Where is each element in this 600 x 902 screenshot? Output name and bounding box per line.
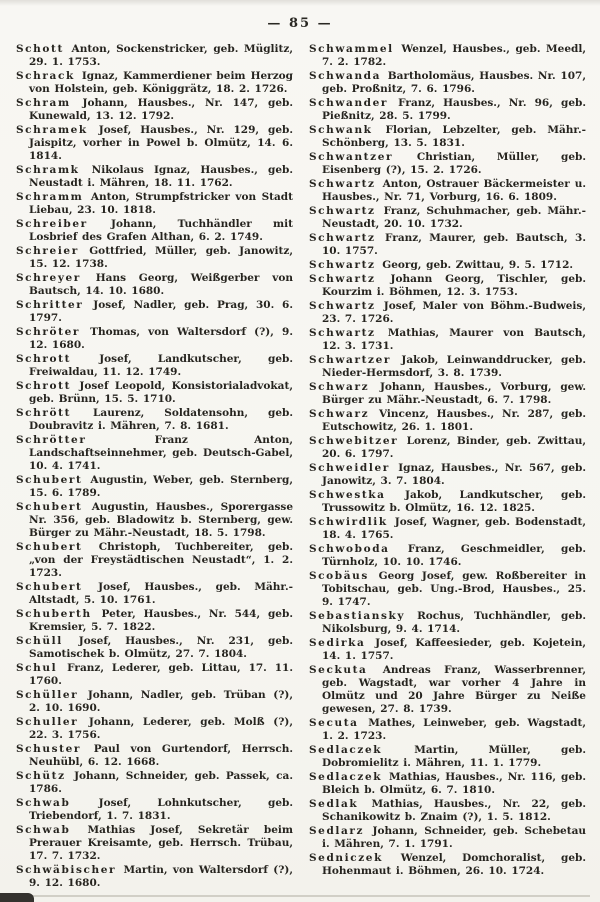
entry-surname: Schritter	[16, 299, 84, 311]
directory-entry	[309, 489, 586, 515]
directory-entry	[309, 852, 586, 878]
directory-entry	[309, 259, 586, 272]
entry-details: Josef, Nadler, geb. Prag, 30. 6. 1797.	[29, 299, 293, 324]
entry-surname: Schwartz	[309, 300, 376, 312]
entry-details: Anton, Ostrauer Bäckermeister u. Hausbes., Nr. 71, Vorburg, 16. 6. 1809.	[322, 178, 586, 203]
entry-surname: Schuller	[16, 716, 79, 728]
directory-entry	[309, 516, 586, 542]
directory-entry	[309, 354, 586, 380]
directory-entry	[309, 300, 586, 326]
entry-surname: Schreiber	[16, 218, 88, 230]
columns-container	[0, 31, 600, 891]
entry-details: Jakob, Leinwanddrucker, geb. Nieder-Hermsdorf, 3. 8. 1739.	[322, 354, 586, 379]
directory-entry	[309, 232, 586, 258]
entry-surname: Schröter	[16, 326, 81, 338]
directory-entry	[309, 381, 586, 407]
directory-entry	[309, 43, 586, 69]
entry-details: Augustin, Hausbes., Sporergasse Nr. 356, geb. Bladowitz b. Sternberg, gew. Bürger zu Mähr.-Neustadt, 18. 5. 1798.	[29, 501, 293, 539]
entry-surname: Sedlaczek	[309, 771, 383, 783]
directory-entry	[309, 543, 586, 569]
entry-details: Andreas Franz, Wasserbrenner, geb. Wagstadt, war vorher 4 Jahre in Olmütz und 20 Jahre Bürger zu Neiße gewesen, 27. 8. 1739.	[322, 664, 586, 715]
right-column	[309, 43, 586, 891]
directory-entry	[16, 299, 293, 325]
entry-surname: Sedirka	[309, 637, 366, 649]
directory-entry	[309, 178, 586, 204]
entry-details: Mathias, Hausbes., Nr. 22, geb. Schanikowitz b. Znaim (?), 1. 5. 1812.	[322, 798, 587, 823]
entry-surname: Schwebitzer	[309, 435, 399, 447]
directory-entry	[16, 662, 293, 688]
directory-entry	[309, 273, 586, 299]
directory-entry	[16, 689, 293, 715]
directory-entry	[16, 581, 293, 607]
entry-details: Johann, Tuchhändler mit Losbrief des Grafen Althan, 6. 2. 1749.	[29, 218, 294, 243]
directory-entry	[16, 43, 293, 69]
entry-surname: Schubert	[16, 474, 83, 486]
directory-entry	[309, 744, 586, 770]
entry-surname: Schul	[16, 662, 58, 674]
directory-entry	[16, 191, 293, 217]
entry-details: Josef, Hausbes., Nr. 129, geb. Jaispitz, vorher in Powel b. Olmütz, 14. 6. 1814.	[29, 124, 293, 162]
directory-entry	[309, 408, 586, 434]
directory-entry	[309, 435, 586, 461]
entry-surname: Schwartz	[309, 205, 376, 217]
directory-entry	[309, 97, 586, 123]
entry-surname: Schwank	[309, 124, 373, 136]
entry-details: Anton, Strumpfstricker von Stadt Liebau, 23. 10. 1818.	[29, 191, 293, 216]
entry-details: Martin, von Waltersdorf (?), 9. 12. 1680.	[29, 864, 293, 889]
entry-surname: Schwartzer	[309, 354, 392, 366]
entry-details: Johann, Schneider, geb. Schebetau i. Mähren, 7. 1. 1791.	[322, 825, 587, 850]
entry-surname: Schuster	[16, 743, 82, 755]
entry-details: Franz Anton, Landschaftseinnehmer, geb. Deutsch-Gabel, 10. 4. 1741.	[29, 434, 293, 472]
entry-surname: Schwartz	[309, 327, 376, 339]
entry-details: Anton, Sockenstricker, geb. Müglitz, 29. 1. 1753.	[29, 43, 294, 68]
entry-details: Ignaz, Kammerdiener beim Herzog von Holstein, geb. Königgrätz, 18. 2. 1726.	[29, 70, 294, 95]
directory-entry	[309, 610, 586, 636]
entry-surname: Sedlak	[309, 798, 359, 810]
entry-details: Josef Leopold, Konsistorialadvokat, geb. Brünn, 15. 5. 1710.	[29, 380, 293, 405]
entry-details: Martin, Müller, geb. Dobromielitz i. Mähren, 11. 1. 1779.	[322, 744, 587, 769]
entry-surname: Schrott	[16, 353, 72, 365]
entry-details: Christoph, Tuchbereiter, geb. „von der Freystädtischen Neustadt“, 1. 2. 1723.	[29, 541, 293, 579]
entry-details: Mathias, Hausbes., Nr. 116, geb. Bleich b. Olmütz, 6. 7. 1810.	[322, 771, 586, 796]
entry-details: Johann, Schneider, geb. Passek, ca. 1786.	[29, 770, 293, 795]
entry-details: Johann, Lederer, geb. Molß (?), 22. 3. 1756.	[29, 716, 293, 741]
entry-surname: Schwab	[16, 797, 71, 809]
directory-entry	[16, 635, 293, 661]
entry-surname: Schüller	[16, 689, 79, 701]
entry-details: Mathias, Maurer von Bautsch, 12. 3. 1731.	[322, 327, 586, 352]
entry-surname: Schrötter	[16, 434, 87, 446]
entry-surname: Schwanda	[309, 70, 382, 82]
entry-surname: Schwartz	[309, 259, 376, 271]
entry-details: Jakob, Landkutscher, geb. Trussowitz b. Olmütz, 16. 12. 1825.	[322, 489, 587, 514]
left-column	[16, 43, 293, 891]
entry-surname: Schwartz	[309, 232, 376, 244]
directory-entry	[16, 608, 293, 634]
directory-entry	[16, 245, 293, 271]
directory-entry	[16, 326, 293, 352]
directory-entry	[16, 407, 293, 433]
entry-surname: Seckuta	[309, 664, 368, 676]
entry-surname: Schubert	[16, 541, 83, 553]
entry-details: Thomas, von Waltersdorf (?), 9. 12. 1680.	[29, 326, 294, 351]
directory-entry	[16, 824, 293, 863]
entry-details: Josef, Hausbes., Nr. 231, geb. Samotischek b. Olmütz, 27. 7. 1804.	[29, 635, 293, 660]
entry-details: Josef, Landkutscher, geb. Freiwaldau, 11. 12. 1749.	[29, 353, 293, 378]
entry-details: Hans Georg, Weißgerber von Bautsch, 14. 10. 1680.	[29, 272, 293, 297]
directory-entry	[309, 664, 586, 716]
entry-details: Josef, Wagner, geb. Bodenstadt, 18. 4. 1765.	[322, 516, 586, 541]
directory-entry	[309, 205, 586, 231]
scan-edge-line	[30, 895, 590, 897]
directory-entry	[16, 272, 293, 298]
entry-details: Franz, Hausbes., Nr. 96, geb. Pießnitz, 28. 5. 1799.	[322, 97, 586, 122]
entry-details: Franz, Schuhmacher, geb. Mähr.-Neustadt, 20. 10. 1732.	[322, 205, 586, 230]
directory-entry	[16, 353, 293, 379]
directory-entry	[16, 743, 293, 769]
entry-details: Johann, Hausbes., Nr. 147, geb. Kunewald, 13. 12. 1792.	[29, 97, 294, 122]
entry-details: Ignaz, Hausbes., Nr. 567, geb. Janowitz, 3. 7. 1804.	[322, 462, 587, 487]
entry-surname: Schreyer	[16, 272, 81, 284]
entry-surname: Schwab	[16, 824, 71, 836]
entry-surname: Schwäbischer	[16, 864, 117, 876]
entry-details: Laurenz, Soldatensohn, geb. Doubravitz i. Mähren, 7. 8. 1681.	[29, 407, 294, 432]
directory-entry	[309, 124, 586, 150]
directory-entry	[309, 570, 586, 609]
entry-surname: Schwarz	[309, 381, 370, 393]
entry-details: Georg, geb. Zwittau, 9. 5. 1712.	[382, 259, 574, 271]
entry-surname: Schwander	[309, 97, 389, 109]
directory-entry	[309, 717, 586, 743]
directory-entry	[16, 70, 293, 96]
entry-details: Wenzel, Domchoralist, geb. Hohenmaut i. Böhmen, 26. 10. 1724.	[322, 852, 586, 877]
directory-entry	[16, 541, 293, 580]
entry-details: Johann, Hausbes., Vorburg, gew. Bürger zu Mähr.-Neustadt, 6. 7. 1798.	[322, 381, 586, 406]
entry-surname: Schrott	[16, 380, 72, 392]
entry-surname: Schott	[16, 43, 64, 55]
entry-surname: Schwartz	[309, 178, 376, 190]
entry-details: Franz, Geschmeidler, geb. Türnholz, 10. 10. 1746.	[322, 543, 586, 568]
directory-entry	[309, 462, 586, 488]
entry-surname: Sedlaczek	[309, 744, 383, 756]
entry-surname: Schrött	[16, 407, 72, 419]
entry-details: Franz, Lederer, geb. Littau, 17. 11. 1760.	[29, 662, 294, 687]
entry-surname: Schramek	[16, 124, 88, 136]
directory-entry	[16, 380, 293, 406]
entry-details: Augustin, Weber, geb. Sternberg, 15. 6. 1789.	[29, 474, 293, 499]
entry-details: Georg Josef, gew. Roßbereiter in Tobitschau, geb. Ung.-Brod, Hausbes., 25. 9. 1747.	[322, 570, 586, 608]
entry-details: Nikolaus Ignaz, Hausbes., geb. Neustadt i. Mähren, 18. 11. 1762.	[29, 164, 294, 189]
entry-surname: Schwantzer	[309, 151, 394, 163]
entry-details: Johann, Nadler, geb. Trüban (?), 2. 10. 1690.	[29, 689, 293, 714]
entry-surname: Schwammel	[309, 43, 394, 55]
entry-surname: Scobäus	[309, 570, 369, 582]
entry-surname: Schwartz	[309, 273, 376, 285]
directory-entry	[309, 637, 586, 663]
directory-entry	[16, 797, 293, 823]
entry-details: Josef, Hausbes., geb. Mähr.-Altstadt, 5. 10. 1761.	[29, 581, 293, 606]
directory-entry	[309, 151, 586, 177]
scan-top-shade	[0, 0, 600, 6]
entry-surname: Schwarz	[309, 408, 370, 420]
directory-entry	[16, 501, 293, 540]
entry-surname: Schweidler	[309, 462, 390, 474]
entry-surname: Schreier	[16, 245, 79, 257]
directory-entry	[16, 97, 293, 123]
entry-surname: Sedniczek	[309, 852, 383, 864]
entry-surname: Schwirdlik	[309, 516, 388, 528]
entry-details: Franz, Maurer, geb. Bautsch, 3. 10. 1757.	[322, 232, 586, 257]
entry-details: Mathes, Leinweber, geb. Wagstadt, 1. 2. 1723.	[322, 717, 586, 742]
directory-entry	[16, 164, 293, 190]
entry-details: Bartholomäus, Hausbes. Nr. 107, geb. Proßnitz, 7. 6. 1796.	[322, 70, 587, 95]
entry-details: Josef, Kaffeesieder, geb. Kojetein, 14. 1. 1757.	[322, 637, 586, 662]
entry-details: Paul von Gurtendorf, Herrsch. Neuhübl, 6. 12. 1668.	[29, 743, 293, 768]
entry-details: Peter, Hausbes., Nr. 544, geb. Kremsier, 5. 7. 1822.	[29, 608, 293, 633]
entry-details: Josef, Lohnkutscher, geb. Triebendorf, 1. 7. 1831.	[29, 797, 293, 822]
scan-smudge	[0, 893, 34, 902]
directory-entry	[309, 798, 586, 824]
entry-details: Vincenz, Hausbes., Nr. 287, geb. Eutschowitz, 26. 1. 1801.	[322, 408, 587, 433]
entry-details: Lorenz, Binder, geb. Zwittau, 20. 6. 1797.	[322, 435, 586, 460]
directory-entry	[16, 218, 293, 244]
directory-entry	[309, 771, 586, 797]
entry-details: Mathias Josef, Sekretär beim Prerauer Kreisamte, geb. Herrsch. Trübau, 17. 7. 1732.	[29, 824, 293, 862]
entry-surname: Sedlarz	[309, 825, 365, 837]
entry-surname: Secuta	[309, 717, 359, 729]
entry-surname: Schwestka	[309, 489, 386, 501]
directory-entry	[16, 474, 293, 500]
entry-surname: Schütz	[16, 770, 66, 782]
directory-entry	[16, 716, 293, 742]
directory-entry	[16, 434, 293, 473]
entry-details: Rochus, Tuchhändler, geb. Nikolsburg, 9. 4. 1714.	[322, 610, 586, 635]
entry-details: Josef, Maler von Böhm.-Budweis, 23. 7. 1726.	[322, 300, 586, 325]
entry-surname: Schüll	[16, 635, 63, 647]
entry-surname: Schuberth	[16, 608, 92, 620]
directory-entry	[16, 864, 293, 890]
entry-details: Florian, Lebzelter, geb. Mähr.-Schönberg, 13. 5. 1831.	[322, 124, 586, 149]
entry-details: Johann Georg, Tischler, geb. Kourzim i. Böhmen, 12. 3. 1753.	[322, 273, 586, 298]
page-number-header: — 85 —	[267, 16, 333, 31]
entry-surname: Sebastiansky	[309, 610, 406, 622]
directory-entry	[309, 825, 586, 851]
directory-entry	[16, 770, 293, 796]
entry-details: Wenzel, Hausbes., geb. Meedl, 7. 2. 1782.	[322, 43, 587, 68]
entry-surname: Schram	[16, 97, 71, 109]
entry-surname: Schubert	[16, 501, 83, 513]
entry-details: Christian, Müller, geb. Eisenberg (?), 15. 2. 1726.	[322, 151, 586, 176]
entry-surname: Schwoboda	[309, 543, 390, 555]
directory-entry	[309, 327, 586, 353]
entry-details: Gottfried, Müller, geb. Janowitz, 15. 12. 1738.	[29, 245, 294, 270]
entry-surname: Schramk	[16, 164, 80, 176]
directory-entry	[16, 124, 293, 163]
directory-entry	[309, 70, 586, 96]
entry-surname: Schubert	[16, 581, 83, 593]
entry-surname: Schrack	[16, 70, 75, 82]
entry-surname: Schramm	[16, 191, 84, 203]
